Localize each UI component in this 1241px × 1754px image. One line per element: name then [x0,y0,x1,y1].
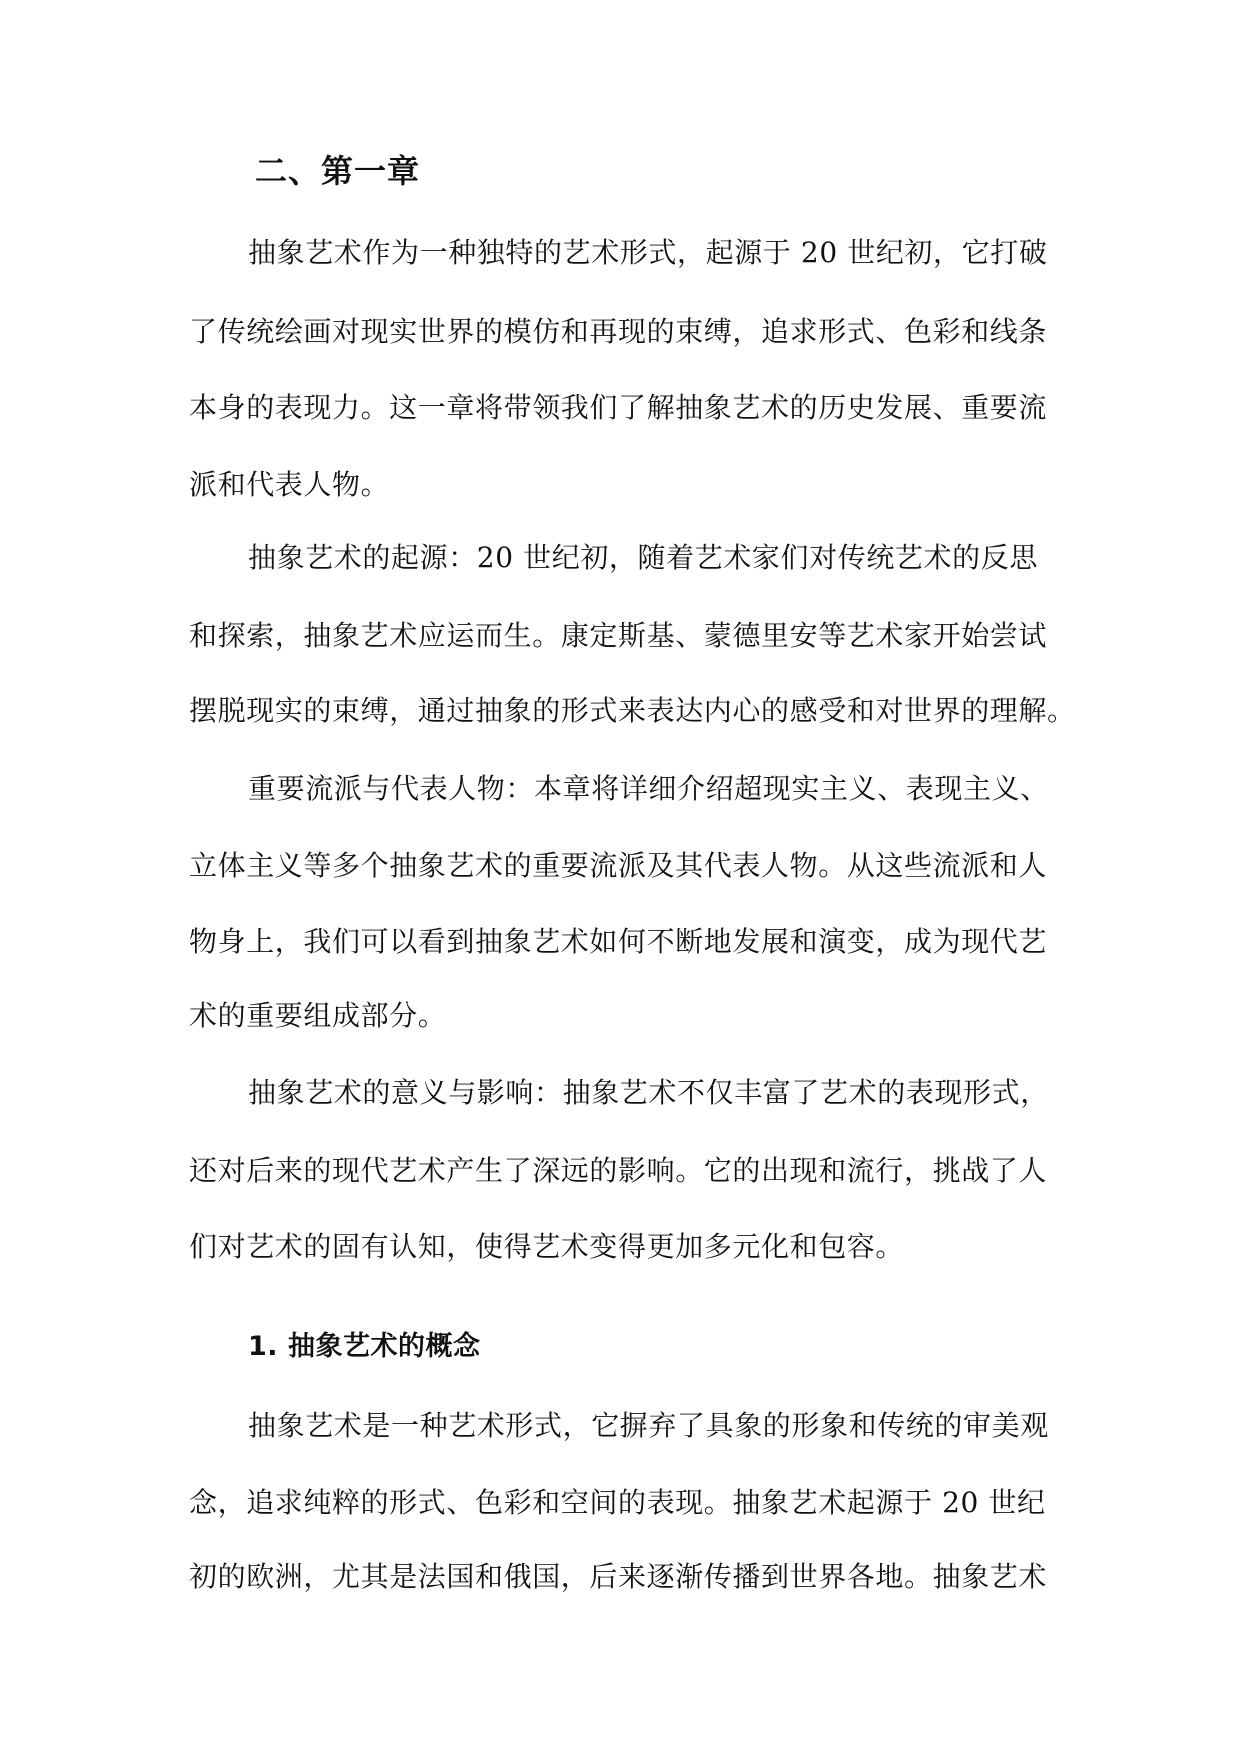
intro-line-4: 派和代表人物。 [189,468,390,501]
intro-line-2: 了传统绘画对现实世界的模仿和再现的束缚，追求形式、色彩和线条 [189,315,1048,348]
significance-line-2: 还对后来的现代艺术产生了深远的影响。它的出现和流行，挑战了人 [189,1154,1048,1187]
origin-line-2: 和探索，抽象艺术应运而生。康定斯基、蒙德里安等艺术家开始尝试 [189,619,1048,652]
section-1-heading: 1. 抽象艺术的概念 [248,1331,481,1362]
chapter-title: 二、第一章 [255,152,421,190]
origin-line-3: 摆脱现实的束缚，通过抽象的形式来表达内心的感受和对世界的理解。 [189,694,1076,727]
origin-line-1: 抽象艺术的起源：20 世纪初，随着艺术家们对传统艺术的反思 [248,541,1038,574]
schools-line-4: 术的重要组成部分。 [189,999,447,1032]
intro-line-1: 抽象艺术作为一种独特的艺术形式，起源于 20 世纪初，它打破 [248,236,1048,269]
section-1-line-2: 念，追求纯粹的形式、色彩和空间的表现。抽象艺术起源于 20 世纪 [189,1486,1046,1519]
significance-line-1: 抽象艺术的意义与影响：抽象艺术不仅丰富了艺术的表现形式， [248,1076,1049,1109]
schools-line-3: 物身上，我们可以看到抽象艺术如何不断地发展和演变，成为现代艺 [189,925,1048,958]
schools-line-1: 重要流派与代表人物：本章将详细介绍超现实主义、表现主义、 [248,772,1049,805]
intro-line-3: 本身的表现力。这一章将带领我们了解抽象艺术的历史发展、重要流 [189,391,1048,424]
section-1-line-1: 抽象艺术是一种艺术形式，它摒弃了具象的形象和传统的审美观 [248,1409,1049,1442]
significance-line-3: 们对艺术的固有认知，使得艺术变得更加多元化和包容。 [189,1230,905,1263]
schools-line-2: 立体主义等多个抽象艺术的重要流派及其代表人物。从这些流派和人 [189,849,1048,882]
section-1-line-3: 初的欧洲，尤其是法国和俄国，后来逐渐传播到世界各地。抽象艺术 [189,1560,1048,1593]
